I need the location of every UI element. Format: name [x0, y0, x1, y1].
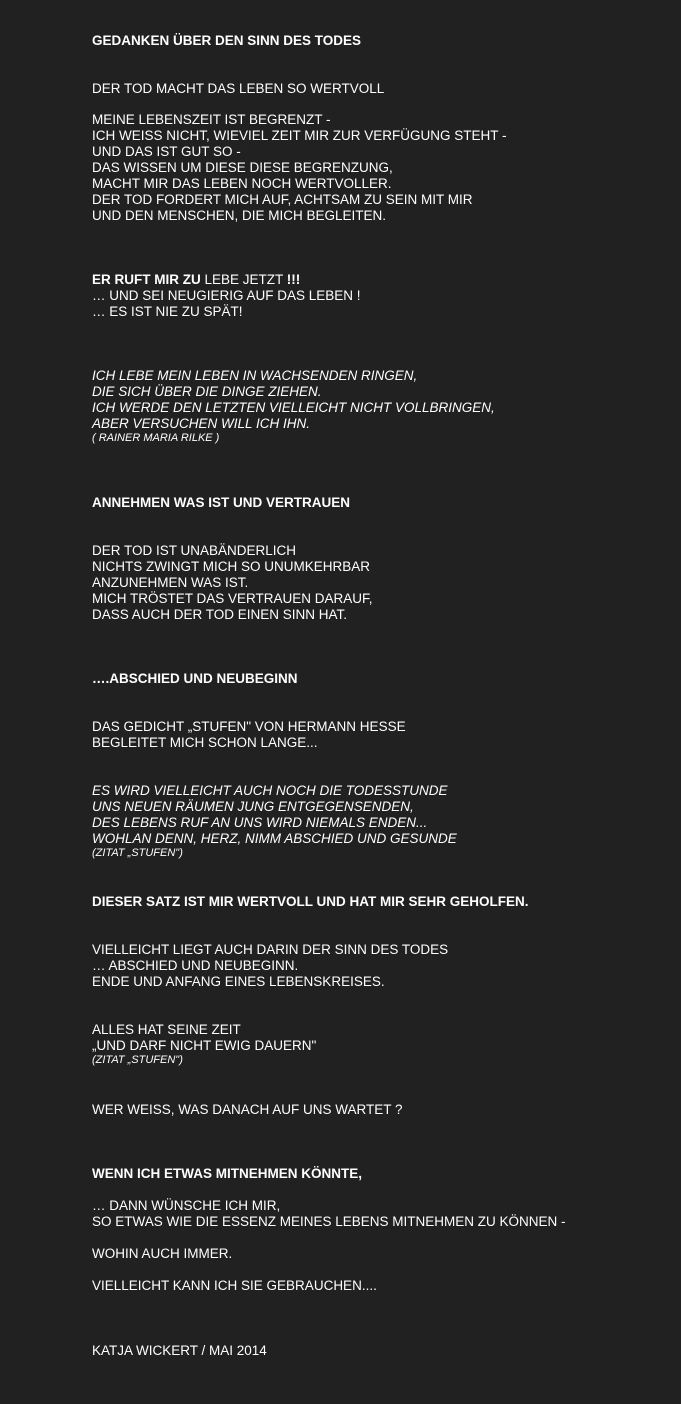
text-line: DER TOD IST UNABÄNDERLICH [92, 543, 297, 558]
text-line: MEINE LEBENSZEIT IST BEGRENZT - [92, 112, 331, 127]
text-line: NICHTS ZWINGT MICH SO UNUMKEHRBAR [92, 559, 371, 574]
text-line: DASS AUCH DER TOD EINEN SINN HAT. [92, 607, 348, 622]
text-line: VIELLEICHT LIEGT AUCH DARIN DER SINN DES TODES [92, 942, 449, 957]
call-exclamation: !!! [286, 272, 301, 287]
text-line: ENDE UND ANFANG EINES LEBENSKREISES. [92, 974, 385, 989]
text-line: MICH TRÖSTET DAS VERTRAUEN DARAUF, [92, 591, 373, 606]
section-heading-mitnehmen: WENN ICH ETWAS MITNEHMEN KÖNNTE, [92, 1166, 362, 1181]
subtitle: DER TOD MACHT DAS LEBEN SO WERTVOLL [92, 81, 385, 96]
text-line: „UND DARF NICHT EWIG DAUERN" [92, 1038, 317, 1053]
paragraph-zeit [92, 1022, 652, 1067]
text-line: MACHT MIR DAS LEBEN NOCH WERTVOLLER. [92, 176, 392, 191]
paragraph-sinn [92, 942, 652, 990]
text-line: ICH WEISS NICHT, WIEVIEL ZEIT MIR ZUR VERFÜGUNG STEHT - [92, 128, 507, 143]
call-bold: ER RUFT MIR ZU [92, 272, 201, 287]
call-rest: LEBE JETZT [200, 272, 287, 287]
text-line: ANZUNEHMEN WAS IST. [92, 575, 249, 590]
text-line: SO ETWAS WIE DIE ESSENZ MEINES LEBENS MITNEHMEN ZU KÖNNEN - [92, 1214, 566, 1229]
section-heading-annehmen: ANNEHMEN WAS IST UND VERTRAUEN [92, 495, 351, 510]
text-line: … ES IST NIE ZU SPÄT! [92, 304, 243, 319]
text-line: ALLES HAT SEINE ZEIT [92, 1022, 241, 1037]
signature: KATJA WICKERT / MAI 2014 [92, 1343, 267, 1358]
quote-source: (ZITAT „STUFEN") [92, 847, 183, 859]
text-gebrauchen: VIELLEICHT KANN ICH SIE GEBRAUCHEN.... [92, 1278, 377, 1293]
section-heading-abschied: ….ABSCHIED UND NEUBEGINN [92, 671, 298, 686]
quote-line: WOHLAN DENN, HERZ, NIMM ABSCHIED UND GESUNDE [92, 831, 457, 846]
paragraph-hesse [92, 719, 652, 751]
hesse-quote [92, 783, 652, 860]
quote-line: UNS NEUEN RÄUMEN JUNG ENTGEGENSENDEN, [92, 799, 414, 814]
quote-source: ( RAINER MARIA RILKE ) [92, 432, 220, 444]
paragraph-lebenszeit [92, 112, 652, 224]
text-line [92, 272, 652, 288]
emphasis-line: DIESER SATZ IST MIR WERTVOLL UND HAT MIR SEHR GEHOLFEN. [92, 894, 529, 909]
paragraph-essenz [92, 1198, 652, 1230]
rilke-quote [92, 368, 652, 445]
text-line: … ABSCHIED UND NEUBEGINN. [92, 958, 299, 973]
text-line: DAS GEDICHT „STUFEN" VON HERMANN HESSE [92, 719, 406, 734]
quote-line: DES LEBENS RUF AN UNS WIRD NIEMALS ENDEN... [92, 815, 428, 830]
text-wohin: WOHIN AUCH IMMER. [92, 1246, 233, 1261]
quote-line: ABER VERSUCHEN WILL ICH IHN. [92, 416, 311, 431]
text-line: UND DEN MENSCHEN, DIE MICH BEGLEITEN. [92, 208, 387, 223]
paragraph-lebe-jetzt [92, 272, 652, 320]
question-line: WER WEISS, WAS DANACH AUF UNS WARTET ? [92, 1102, 403, 1117]
quote-line: DIE SICH ÜBER DIE DINGE ZIEHEN. [92, 384, 322, 399]
text-line: … UND SEI NEUGIERIG AUF DAS LEBEN ! [92, 288, 361, 303]
text-line: DAS WISSEN UM DIESE DIESE BEGRENZUNG, [92, 160, 393, 175]
quote-line: ICH LEBE MEIN LEBEN IN WACHSENDEN RINGEN, [92, 368, 418, 383]
quote-line: ICH WERDE DEN LETZTEN VIELLEICHT NICHT VOLLBRINGEN, [92, 400, 495, 415]
text-line: DER TOD FORDERT MICH AUF, ACHTSAM ZU SEIN MIT MIR [92, 192, 473, 207]
quote-source: (ZITAT „STUFEN") [92, 1054, 183, 1066]
text-line: UND DAS IST GUT SO - [92, 144, 241, 159]
text-line: BEGLEITET MICH SCHON LANGE... [92, 735, 318, 750]
quote-line: ES WIRD VIELLEICHT AUCH NOCH DIE TODESSTUNDE [92, 783, 448, 798]
document-title: GEDANKEN ÜBER DEN SINN DES TODES [92, 33, 362, 48]
paragraph-tod [92, 543, 652, 623]
text-line: … DANN WÜNSCHE ICH MIR, [92, 1198, 281, 1213]
